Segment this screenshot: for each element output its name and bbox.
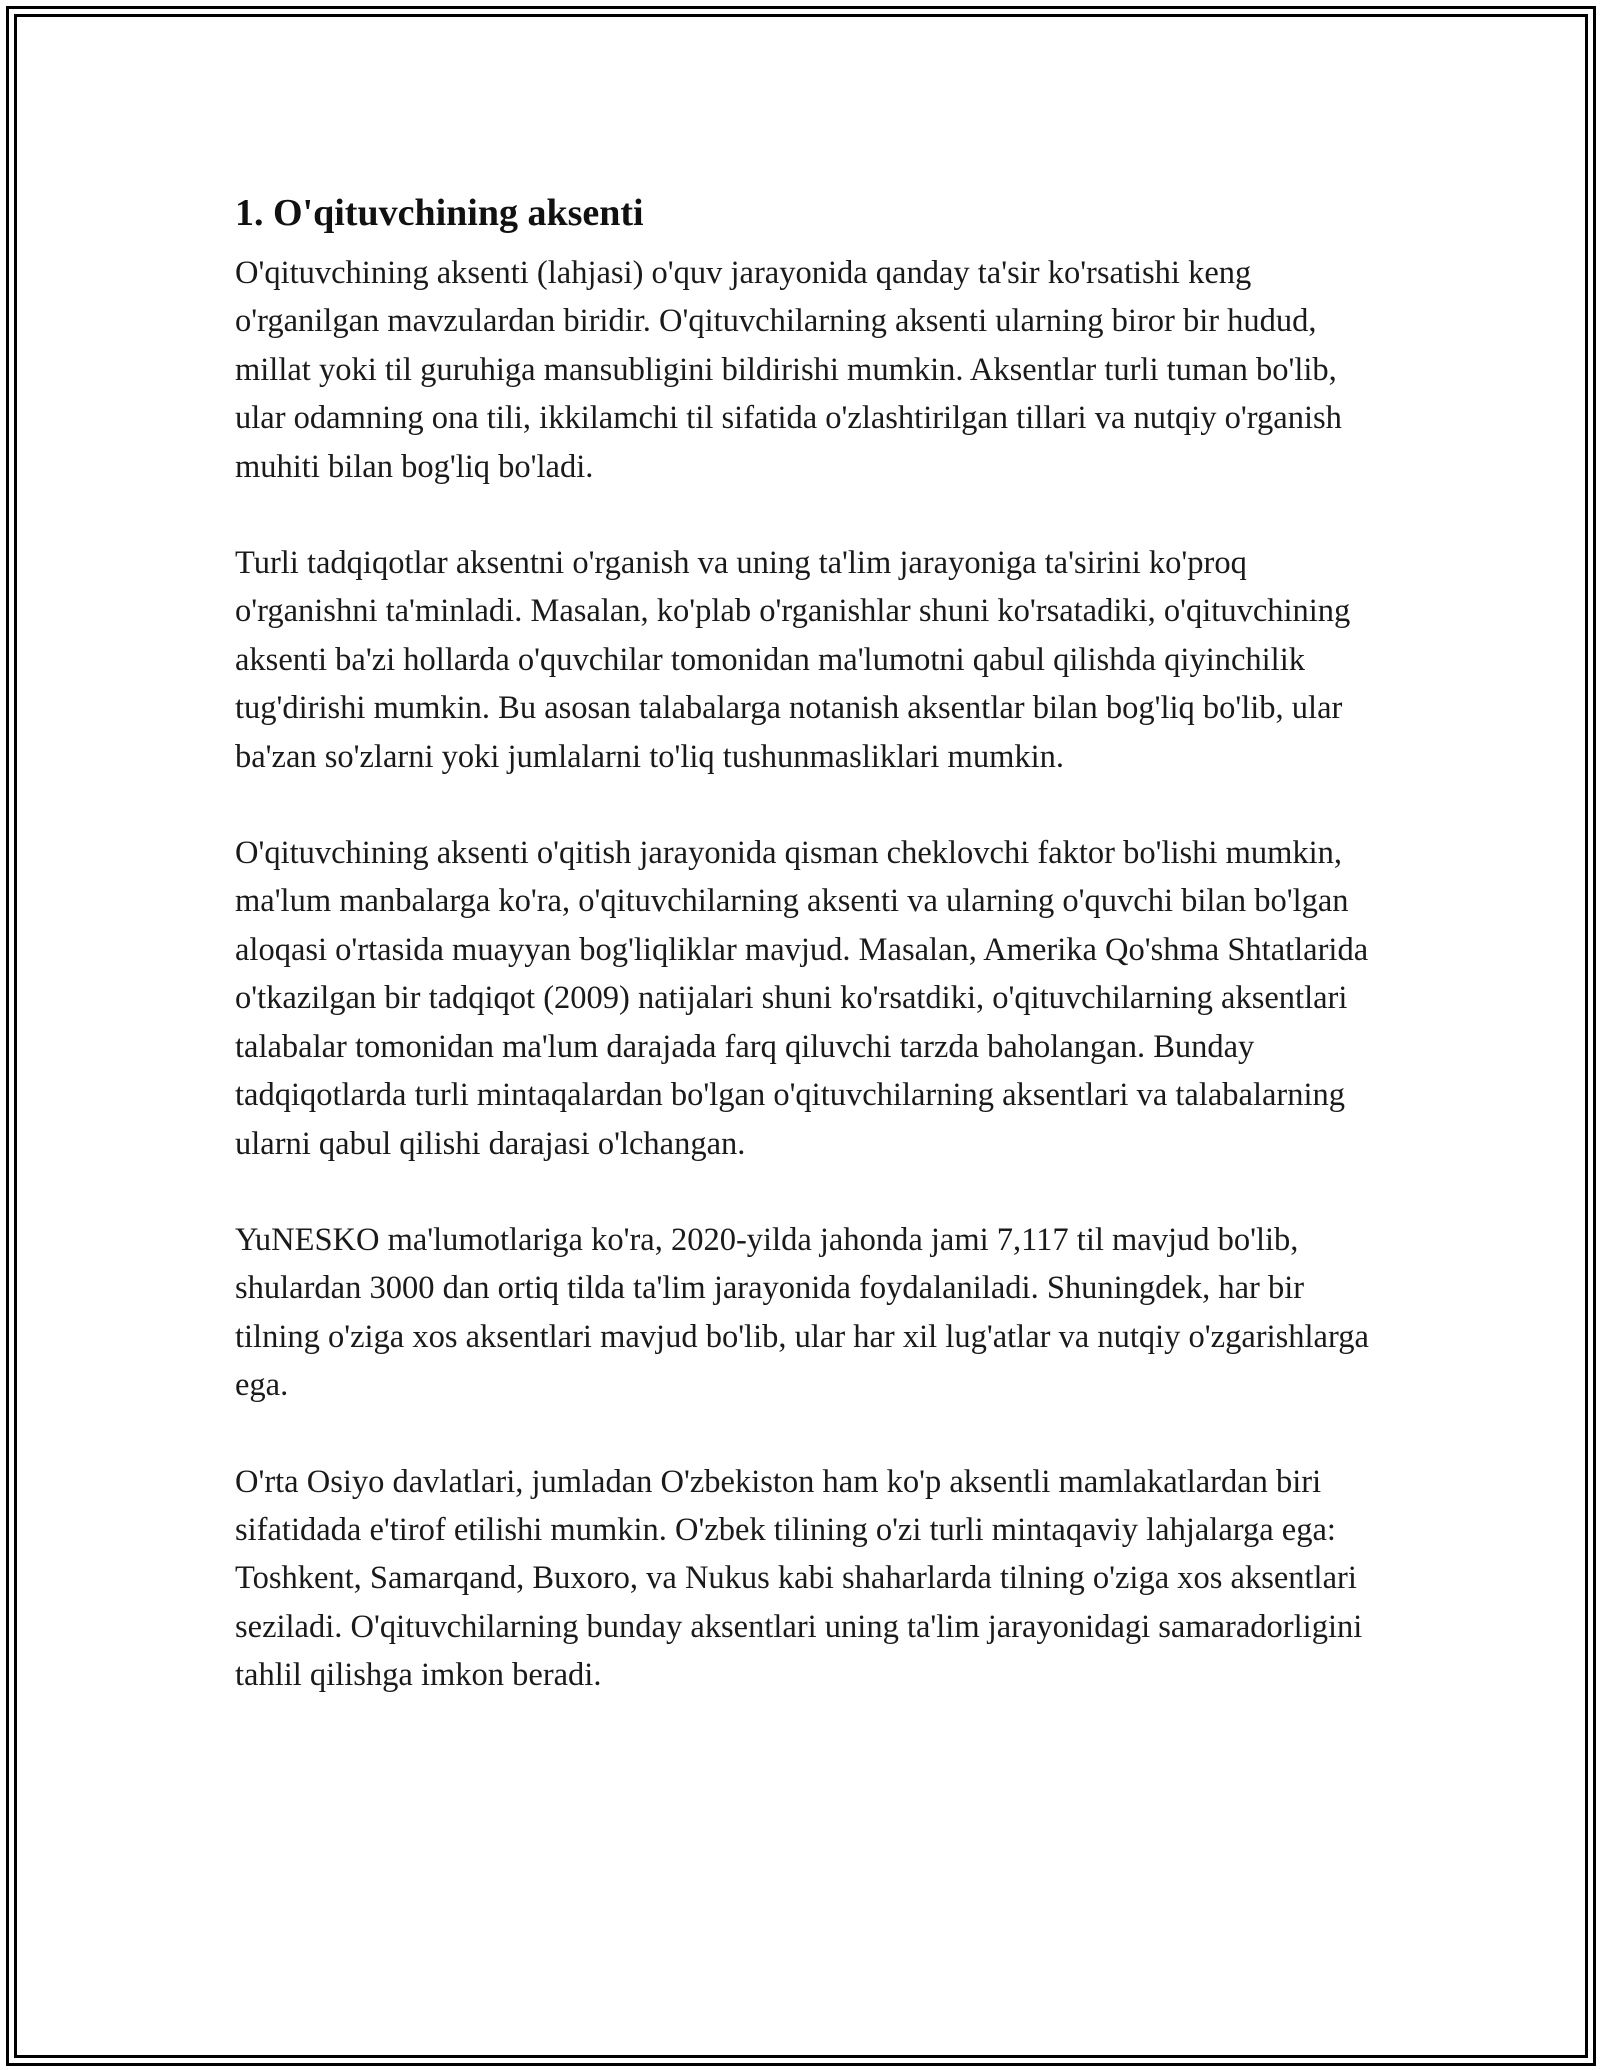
paragraph-1: O'qituvchining aksenti (lahjasi) o'quv jarayonida qanday ta'sir ko'rsatishi keng o'rganilgan mavzulardan biridir. O'qituvchilarning aksenti ularning biror bir hudud, millat yoki til guruhiga mansubligini bildirishi mumkin. Aksentlar turli tuman bo'lib, ular odamning ona tili, ikkilamchi til sifatida o'zlashtirilgan tillari va nutqiy o'rganish muhiti bilan bog'liq bo'ladi.	[235, 255, 1342, 485]
document-body	[235, 185, 1385, 1748]
paragraph-5: O'rta Osiyo davlatlari, jumladan O'zbekiston ham ko'p aksentli mamlakatlardan biri sifatidada e'tirof etilishi mumkin. O'zbek tilining o'zi turli mintaqaviy lahjalarga ega: Toshkent, Samarqand, Buxoro, va Nukus kabi shaharlarda tilning o'ziga xos aksentlari seziladi. O'qituvchilarning bunday aksentlari uning ta'lim jarayonidagi samaradorligini tahlil qilishga imkon beradi.	[235, 1463, 1363, 1694]
paragraph-3: O'qituvchining aksenti o'qitish jarayonida qisman cheklovchi faktor bo'lishi mumkin, ma'lum manbalarga ko'ra, o'qituvchilarning aksenti va ularning o'quvchi bilan bo'lgan aloqasi o'rtasida muayyan bog'liqliklar mavjud. Masalan, Amerika Qo'shma Shtatlarida o'tkazilgan bir tadqiqot (2009) natijalari shuni ko'rsatdiki, o'qituvchilarning aksentlari talabalar tomonidan ma'lum darajada farq qiluvchi tarzda baholangan. Bunday tadqiqotlarda turli mintaqalardan bo'lgan o'qituvchilarning aksentlari va talabalarning ularni qabul qilishi darajasi o'lchangan.	[235, 835, 1369, 1162]
paragraph-4: YuNESKO ma'lumotlariga ko'ra, 2020-yilda jahonda jami 7,117 til mavjud bo'lib, shulardan 3000 dan ortiq tilda ta'lim jarayonida foydalaniladi. Shuningdek, har bir tilning o'ziga xos aksentlari mavjud bo'lib, ular har xil lug'atlar va nutqiy o'zgarishlarga ega.	[235, 1221, 1369, 1404]
section-heading: 1. O'qituvchining aksenti	[235, 192, 644, 234]
paragraph-2: Turli tadqiqotlar aksentni o'rganish va uning ta'lim jarayoniga ta'sirini ko'proq o'rganishni ta'minladi. Masalan, ko'plab o'rganishlar shuni ko'rsatadiki, o'qituvchining aksenti ba'zi hollarda o'quvchilar tomonidan ma'lumotni qabul qilishda qiyinchilik tug'dirishi mumkin. Bu asosan talabalarga notanish aksentlar bilan bog'liq bo'lib, ular ba'zan so'zlarni yoki jumlalarni to'liq tushunmasliklari mumkin.	[235, 545, 1351, 775]
